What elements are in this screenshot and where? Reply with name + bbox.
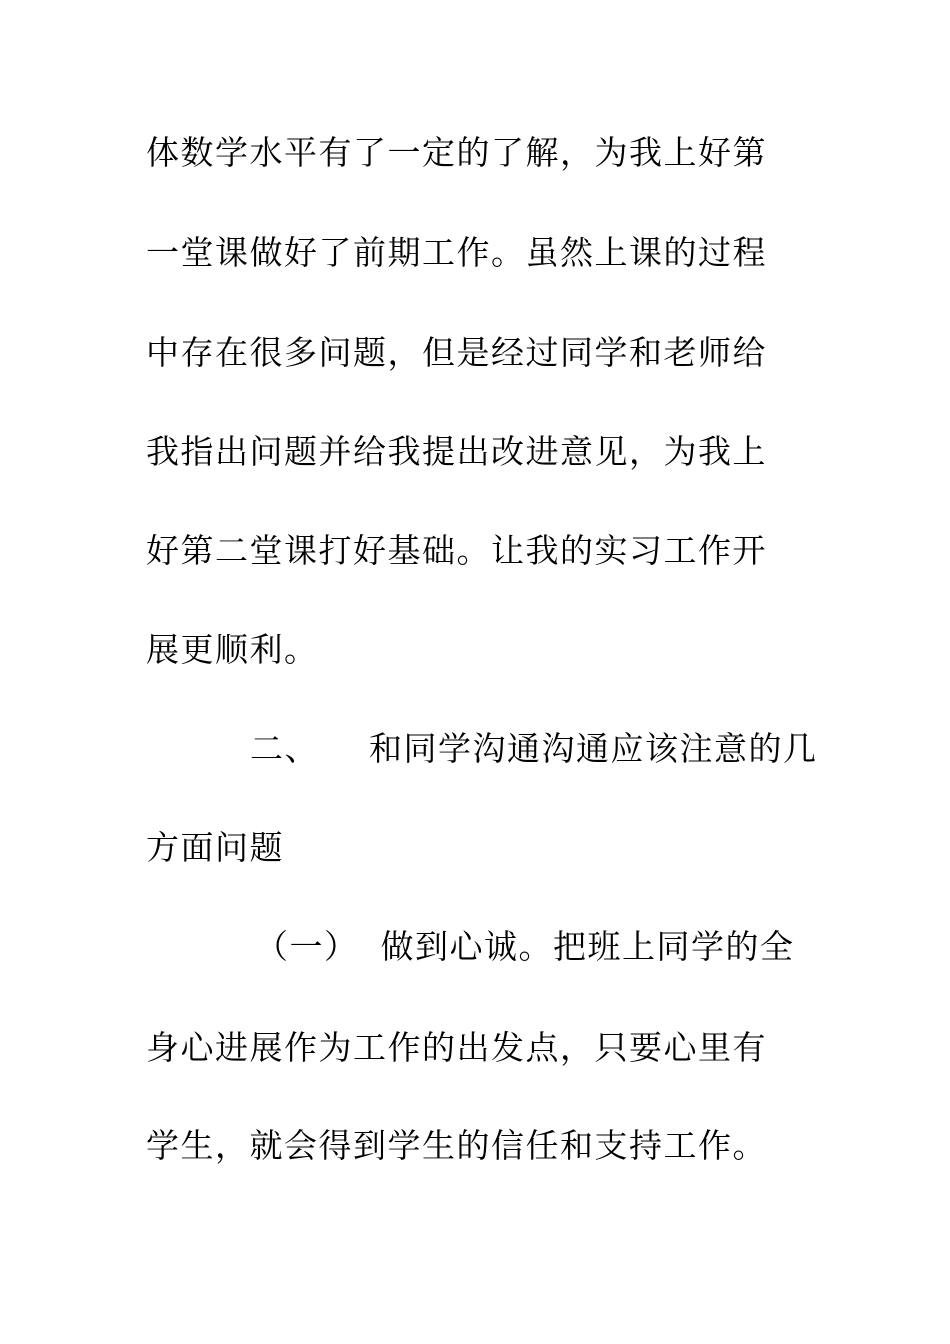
- subsection-text: 做到心诚。把班上同学的全: [380, 927, 795, 966]
- section-number: 二、: [250, 729, 319, 768]
- paragraph-line: 中存在很多问题，但是经过同学和老师给: [146, 333, 767, 372]
- paragraph-line: 体数学水平有了一定的了解，为我上好第: [146, 133, 767, 172]
- paragraph-line: 身心进展作为工作的出发点，只要心里有: [146, 1028, 767, 1067]
- subsection-number: （一）: [255, 927, 359, 966]
- section-heading-continued: 方面问题: [146, 828, 284, 867]
- subsection-heading: [255, 922, 935, 972]
- paragraph-line: 一堂课做好了前期工作。虽然上课的过程: [146, 233, 767, 272]
- paragraph-line: 我指出问题并给我提出改进意见，为我上: [146, 432, 767, 471]
- section-title: 和同学沟通沟通应该注意的几: [369, 729, 818, 768]
- paragraph-line: 学生，就会得到学生的信任和支持工作。: [146, 1126, 767, 1165]
- paragraph-line: 好第二堂课打好基础。让我的实习工作开: [146, 531, 767, 570]
- section-heading: [250, 724, 930, 774]
- paragraph-line: 展更顺利。: [146, 630, 319, 669]
